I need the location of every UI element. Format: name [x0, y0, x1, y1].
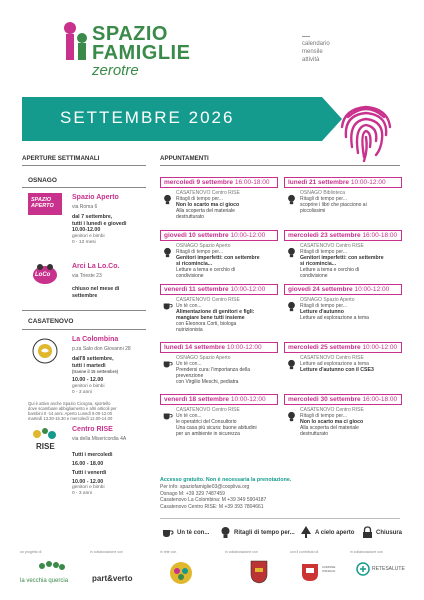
rise-when1: Tutti i mercoledì [72, 452, 113, 458]
event-details: CASATENOVO Centro RISE Ritagli di tempo per... Non lo scarto ma ci gioco Alla scoperta del materiale destrutturato [176, 190, 240, 220]
comune-osnago-icon [300, 562, 320, 582]
legend-tea: Un tè con... [177, 530, 210, 536]
legend-closed: Chiusura [376, 530, 403, 536]
divider [160, 165, 400, 166]
spazio-cicogna-note: Qui è attivo anche Spazio Cicogna, sportello dove scambiare abbigliamento e altri articoli per bambini 0 -14 anni. Aperto Lunedì 9.00-12.00 martedì 13.30-15.30 e mercoledì 12.00-14.00 [28, 401, 117, 421]
lightbulb-icon [286, 411, 297, 422]
event-date-header: venerdì 11 settembre 10:00-12:00 [160, 284, 278, 295]
legend-ritagli: Ritagli di tempo per... [234, 530, 295, 536]
event-details: OSNAGO Spazio Aperto Ritagli di tempo per... Genitori imperfetti: con settembre si ricomincia... Letture a tema e cerchio di condivisione [176, 243, 260, 279]
lightbulb-icon [286, 194, 297, 205]
weekly-openings-heading: APERTURE SETTIMANALI [22, 155, 100, 162]
lightbulb-icon [286, 247, 297, 258]
event-date-header: lunedì 21 settembre 10:00-12:00 [284, 177, 402, 188]
spazio-aperto-logo: SPAZIO APERTO [28, 193, 62, 215]
appointments-heading: APPUNTAMENTI [160, 155, 209, 162]
arci-closed-note: chiuso nel mese di [72, 286, 120, 292]
calendar-subtitle: calendario mensile attività [302, 36, 330, 64]
rise-addr: via della Misericordia 4A [72, 436, 127, 442]
event-details: OSNAGO Spazio Aperto Un tè con... Prendersi cura: l'importanza della prevenzione con Virgilio Meschi, pediatra [176, 355, 251, 385]
colombina-addr: p.za Salo don Giovanni 28 [72, 346, 131, 352]
event-details: CASATENOVO Centro RISE Letture ad esplorazione a tema Letture d'autunno con il CSE3 [300, 355, 374, 373]
event-date-header: mercoledì 23 settembre 16:00-18:00 [284, 230, 402, 241]
retesalute-logo: RETESALUTE [372, 566, 405, 572]
event-details: OSNAGO Biblioteca Ritagli di tempo per... scoprire i libri che piacciono ai piccolissimi [300, 190, 367, 214]
footer-label: in collaborazione con [90, 550, 123, 554]
city-casatenovo: CASATENOVO [28, 318, 74, 325]
colombina-logo [32, 338, 58, 364]
vecchia-quercia-logo [38, 560, 66, 574]
vecchia-quercia-text: la vecchia quercia [20, 578, 69, 584]
title-line2: FAMIGLIE [92, 42, 191, 64]
comune-crest-icon [250, 560, 268, 584]
event-details: CASATENOVO Centro RISE Ritagli di tempo per... Non lo scarto ma ci gioco Alla scoperta del materiale destrutturato [300, 407, 364, 437]
tree-icon [300, 526, 312, 539]
lightbulb-icon [286, 301, 297, 312]
event-date-header: lunedì 14 settembre 10:00-12:00 [160, 342, 278, 353]
padlock-icon [362, 526, 373, 539]
event-date-header: venerdì 18 settembre 10:00-12:00 [160, 394, 278, 405]
divider [22, 165, 146, 166]
teacup-icon [162, 411, 173, 422]
teacup-icon [162, 528, 174, 538]
free-access-note: Accesso gratuito. Non è necessaria la prenotazione. [160, 477, 292, 483]
family-logo-icon [58, 20, 90, 62]
centro-rise-logo [30, 426, 60, 452]
lightbulb-icon [286, 359, 297, 370]
comune-osnago-text: COMUNE OSNAGO [322, 565, 336, 573]
arci-laloco-logo: LoCo [32, 263, 58, 285]
footer-label: in collaborazione con [225, 550, 258, 554]
arci-title: Arci La Lo.Co. [72, 263, 120, 270]
legend-open: A cielo aperto [315, 530, 355, 536]
teacup-icon [162, 301, 173, 312]
divider [22, 187, 146, 188]
rete-logo [168, 560, 194, 586]
event-date-header: mercoledì 25 settembre 10:00-12:00 [284, 342, 402, 353]
event-date-header: mercoledì 9 settembre 16:00-18:00 [160, 177, 278, 188]
legend-divider [160, 518, 400, 519]
footer-label: un progetto di [20, 550, 42, 554]
event-date-header: mercoledì 30 settembre 16:00-18:00 [284, 394, 402, 405]
lightbulb-icon [220, 526, 231, 539]
svg-text:RISE: RISE [36, 442, 55, 451]
divider [22, 329, 146, 330]
event-details: CASATENOVO Centro RISE Un tè con... le operatrici del Consultorio Una casa più sicura: buone abitudini per un ambiente in sicurezza [176, 407, 257, 437]
footer-label: con il contributo di [290, 550, 319, 554]
footer-label: in collaborazione con [350, 550, 383, 554]
teacup-icon [162, 359, 173, 370]
event-details: OSNAGO Spazio Aperto Ritagli di tempo per... Letture d'autunno Letture ad esplorazione a tema [300, 297, 369, 321]
event-date-header: giovedì 10 settembre 10:00-12:00 [160, 230, 278, 241]
colombina-when: dall'8 settembre, [72, 356, 114, 362]
divider [22, 310, 146, 311]
spazio-aperto-when: dal 7 settembre, [72, 214, 113, 220]
lightbulb-icon [162, 194, 173, 205]
event-details: CASATENOVO Centro RISE Un tè con... Alimentazione di genitori e figli: mangiare bene tutti insieme con Eleonora Corti, biologa nutrizionista [176, 297, 255, 333]
event-date-header: giovedì 24 settembre 10:00-12:00 [284, 284, 402, 295]
rise-title: Centro RISE [72, 426, 113, 433]
lightbulb-icon [162, 247, 173, 258]
spazio-aperto-addr: via Roma 6 [72, 204, 98, 210]
event-details: CASATENOVO Centro RISE Ritagli di tempo per... Genitori imperfetti: con settembre si ricomincia... Letture a tema e cerchio di condivisione [300, 243, 384, 279]
spazio-aperto-title: Spazio Aperto [72, 194, 119, 201]
arci-addr: via Trieste 23 [72, 273, 102, 279]
colombina-title: La Colombina [72, 336, 119, 343]
fingerprint-icon [330, 95, 402, 167]
banner-month: SETTEMBRE 2026 [60, 108, 235, 127]
city-osnago: OSNAGO [28, 177, 57, 184]
rise-when2: Tutti i venerdì [72, 470, 107, 476]
retesalute-icon [356, 562, 370, 576]
title-line1: SPAZIO [92, 23, 168, 45]
footer-label: in rete con [160, 550, 177, 554]
partaverto-logo: part&verto [92, 574, 133, 583]
title-line3: zerotre [92, 62, 139, 79]
contact-info: Per info: spaziofamiglie03@coopliva.org Osnago M: +39 329 7487459 Casatenovo La Colombina: M +39 349 5904187 Casatenovo Centro RISE: M +39 393 7804661 [160, 484, 267, 510]
